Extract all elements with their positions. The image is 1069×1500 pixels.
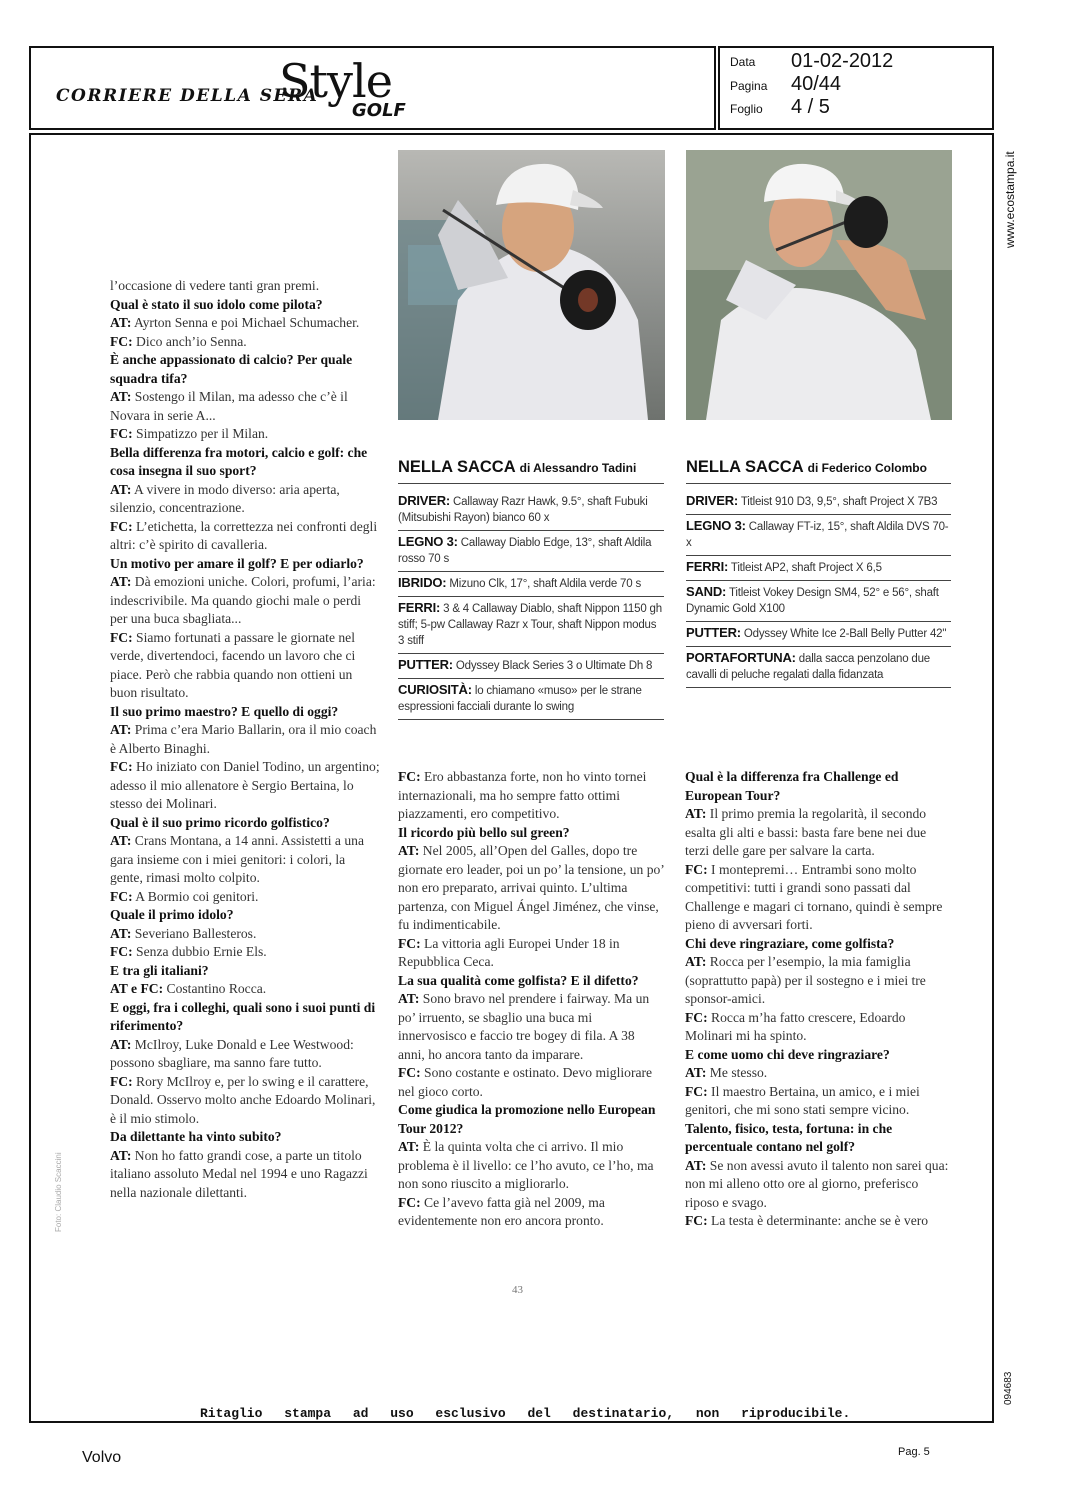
code-text: 094683 xyxy=(1003,1371,1014,1405)
question: Da dilettante ha vinto subito? xyxy=(110,1129,282,1144)
question: Chi deve ringraziare, come golfista? xyxy=(685,935,895,951)
bottom-left-label: Volvo xyxy=(82,1449,122,1466)
photo-credit: Foto: Claudio Scaccini xyxy=(54,1152,63,1232)
answer: FC: La testa è determinante: anche se è vero xyxy=(685,1213,929,1228)
answer: l’occasione di vedere tanti gran premi. xyxy=(110,278,320,293)
question: Il ricordo più bello sul green? xyxy=(398,824,570,840)
speaker: FC: xyxy=(110,426,133,441)
answer: AT: Ayrton Senna e poi Michael Schumacher. xyxy=(110,315,360,330)
question: Qual è il suo primo ricordo golfistico? xyxy=(110,814,330,830)
speaker: AT: xyxy=(110,481,132,497)
equipment-row: PORTAFORTUNA: dalla sacca penzolano due cavalli di peluche regalati dalla fidanzata xyxy=(686,647,951,688)
page-number: 43 xyxy=(512,1284,523,1296)
answer: FC: L’etichetta, la correttezza nei confronti degli altri: c’è spirito di cavalleria. xyxy=(110,518,378,552)
speaker: FC: xyxy=(110,333,133,349)
speaker: AT: xyxy=(685,806,707,821)
equipment-row: FERRI: 3 & 4 Callaway Diablo, shaft Nippon 1150 gh stiff; 5-pw Callaway Razr x Tour, shaft Nippon modus 3 stiff xyxy=(398,597,664,654)
question: Il suo primo maestro? E quello di oggi? xyxy=(110,703,339,719)
equipment-row: DRIVER: Callaway Razr Hawk, 9.5°, shaft Fubuki (Mitsubishi Rayon) bianco 60 x xyxy=(398,490,664,531)
bottom-page-label: Pag. 5 xyxy=(898,1446,930,1458)
sheet-label: Foglio xyxy=(730,102,763,116)
speaker: AT: xyxy=(110,315,132,330)
answer: FC: Rory McIlroy e, per lo swing e il carattere, Donald. Osservo molto anche Edoardo Molinari, è il mio stimolo. xyxy=(110,1073,376,1126)
equipment-row: PUTTER: Odyssey White Ice 2-Ball Belly Putter 42" xyxy=(686,622,951,647)
answer: FC: Ho iniziato con Daniel Todino, un argentino; adesso il mio allenatore è Sergio Bertaina, lo stesso dei Molinari. xyxy=(110,759,380,811)
answer: AT: Crans Montana, a 14 anni. Assistetti a una gara insieme con i miei genitori: i colori, la gente, rimasi molto colpito. xyxy=(110,833,364,885)
answer: FC: Il maestro Bertaina, un amico, e i miei genitori, che mi sono stati sempre vicino. xyxy=(685,1083,920,1117)
answer: AT: Dà emozioni uniche. Colori, profumi, l’aria: indescrivibile. Ma quando giochi male o perdi per una buca sbagliata... xyxy=(110,574,376,626)
answer: FC: Siamo fortunati a passare le giornate nel verde, divertendoci, facendo un lavoro che ci piace. Però che rabbia quando non ottieni un buon risultato. xyxy=(110,629,356,700)
website-text: www.ecostampa.it xyxy=(1003,151,1017,248)
question: Qual è stato il suo idolo come pilota? xyxy=(110,296,323,312)
speaker: FC: xyxy=(685,1083,708,1099)
speaker: AT: xyxy=(110,1147,132,1163)
speaker: FC: xyxy=(685,1213,708,1228)
answer: AT: Sostengo il Milan, ma adesso che c’è il Novara in serie A... xyxy=(110,389,348,423)
speaker: FC: xyxy=(110,518,133,534)
answer: FC: La vittoria agli Europei Under 18 in Repubblica Ceca. xyxy=(398,935,620,969)
sacca-tadini xyxy=(398,458,664,720)
equipment-row: LEGNO 3: Callaway FT-iz, 15°, shaft Aldila DVS 70-x xyxy=(686,515,951,556)
speaker: FC: xyxy=(110,1073,133,1089)
answer: AT: Non ho fatto grandi cose, a parte un titolo italiano assoluto Medal nel 1994 e uno Ragazzi nella nazionale dilettanti. xyxy=(110,1147,368,1200)
footer-note: Ritaglio stampa ad uso esclusivo del destinatario, non riproducibile. xyxy=(200,1406,851,1421)
speaker: FC: xyxy=(685,861,708,877)
answer: FC: A Bormio coi genitori. xyxy=(110,888,259,904)
speaker: AT: xyxy=(685,1065,707,1080)
answer: AT: Sono bravo nel prendere i fairway. Ma un po’ irruento, se sbaglio una buca mi innervosisco e faccio tre bogey di fila. A 38 anni, ho ancora tanto da imparare. xyxy=(398,991,650,1062)
question: E tra gli italiani? xyxy=(110,962,209,978)
question: Quale il primo idolo? xyxy=(110,907,234,922)
page-value: 40/44 xyxy=(791,73,842,95)
golfer-photo-tadini xyxy=(398,150,665,420)
photo-colombo xyxy=(686,150,952,420)
speaker: AT: xyxy=(398,991,420,1006)
speaker: FC: xyxy=(398,1194,421,1210)
equipment-row: SAND: Titleist Vokey Design SM4, 52° e 56°, shaft Dynamic Gold X100 xyxy=(686,581,951,622)
answer: FC: Rocca m’ha fatto crescere, Edoardo Molinari mi ha spinto. xyxy=(685,1009,906,1043)
answer: FC: I montepremi… Entrambi sono molto competitivi: tutti i grandi sono passati dal Challenge e magari ci tornano, quindi è sempre pieno di avversari forti. xyxy=(685,861,943,932)
speaker: FC: xyxy=(398,769,421,784)
answer: FC: Ce l’avevo fatta già nel 2009, ma evidentemente non ero ancora pronto. xyxy=(398,1194,605,1228)
sheet-value: 4 / 5 xyxy=(791,96,830,118)
speaker: AT: xyxy=(685,954,707,969)
answer: FC: Dico anch’io Senna. xyxy=(110,333,247,349)
question: Come giudica la promozione nello European Tour 2012? xyxy=(398,1102,656,1136)
speaker: AT: xyxy=(110,1036,132,1052)
question: E oggi, fra i colleghi, quali sono i suoi punti di riferimento? xyxy=(110,999,376,1033)
question: È anche appassionato di calcio? Per quale squadra tifa? xyxy=(110,352,353,386)
style-logo: Style xyxy=(279,54,392,108)
answer: AT: Se non avessi avuto il talento non sarei qua: non mi alleno otto ore al giorno, preferisco riposo e svago. xyxy=(685,1157,949,1210)
equipment-row: IBRIDO: Mizuno Clk, 17°, shaft Aldila verde 70 s xyxy=(398,572,664,597)
answer: AT: Il primo premia la regolarità, il secondo esalta gli alti e bassi: basta fare bene nei due terzi delle gare per salvare la carta. xyxy=(685,806,927,858)
speaker: FC: xyxy=(110,629,133,645)
page-label: Pagina xyxy=(730,79,768,93)
answer: AT e FC: Costantino Rocca. xyxy=(110,981,267,996)
speaker: AT: xyxy=(110,389,132,404)
equipment-row: CURIOSITÀ: lo chiamano «muso» per le strane espressioni facciali durante lo swing xyxy=(398,679,664,720)
speaker: AT: xyxy=(110,722,132,737)
speaker: FC: xyxy=(398,1065,421,1080)
speaker: FC: xyxy=(685,1009,708,1025)
answer: AT: Nel 2005, all’Open del Galles, dopo tre giornate ero leader, poi un po’ la tensione, un po’ non ero preparato, arrivai quinto. L’ultima partenza, con Miguel Ángel Jiménez, che vinse, fu indimenticabile. xyxy=(398,843,664,932)
speaker: AT: xyxy=(685,1157,707,1173)
question: La sua qualità come golfista? E il difetto? xyxy=(398,972,639,988)
equipment-row: LEGNO 3: Callaway Diablo Edge, 13°, shaft Aldila rosso 70 s xyxy=(398,531,664,572)
golfer-photo-colombo xyxy=(686,150,952,420)
photo-tadini xyxy=(398,150,665,420)
answer: FC: Sono costante e ostinato. Devo migliorare nel gioco corto. xyxy=(398,1065,653,1099)
sacca-colombo xyxy=(686,458,951,688)
question: E come uomo chi deve ringraziare? xyxy=(685,1046,890,1062)
date-value: 01-02-2012 xyxy=(791,50,894,72)
column-left xyxy=(110,277,380,1202)
speaker: AT: xyxy=(398,1139,420,1154)
question: Qual è la differenza fra Challenge ed European Tour? xyxy=(685,769,899,803)
speaker: FC: xyxy=(110,759,133,774)
equipment-row: FERRI: Titleist AP2, shaft Project X 6,5 xyxy=(686,556,951,581)
answer: FC: Ero abbastanza forte, non ho vinto tornei internazionali, ma ho sempre fatto ottimi piazzamenti, ero competitivo. xyxy=(398,769,647,821)
question: Bella differenza fra motori, calcio e golf: che cosa insegna il suo sport? xyxy=(110,444,368,478)
speaker: AT: xyxy=(110,925,132,941)
answer: AT: Rocca per l’esempio, la mia famiglia (soprattutto papà) per il sostegno e i miei tre sponsor-amici. xyxy=(685,954,926,1006)
golf-logo: GOLF xyxy=(352,100,406,121)
answer: FC: Simpatizzo per il Milan. xyxy=(110,426,269,441)
speaker: AT: xyxy=(110,574,132,589)
speaker: FC: xyxy=(110,888,133,904)
answer: AT: Prima c’era Mario Ballarin, ora il mio coach è Alberto Binaghi. xyxy=(110,722,377,756)
speaker: AT e FC: xyxy=(110,981,164,996)
sacca-tadini-title: NELLA SACCA di Alessandro Tadini xyxy=(398,458,664,484)
answer: FC: Senza dubbio Ernie Els. xyxy=(110,944,267,959)
equipment-row: DRIVER: Titleist 910 D3, 9,5°, shaft Project X 7B3 xyxy=(686,490,951,515)
speaker: FC: xyxy=(110,944,133,959)
column-right xyxy=(685,768,951,1231)
question: Talento, fisico, testa, fortuna: in che percentuale contano nel golf? xyxy=(685,1120,893,1154)
answer: AT: McIlroy, Luke Donald e Lee Westwood: possono sbagliare, ma sanno fare tutto. xyxy=(110,1036,354,1070)
answer: AT: A vivere in modo diverso: aria aperta, silenzio, concentrazione. xyxy=(110,481,340,515)
sacca-colombo-title: NELLA SACCA di Federico Colombo xyxy=(686,458,951,484)
speaker: AT: xyxy=(398,843,420,858)
answer: AT: È la quinta volta che ci arrivo. Il mio problema è il livello: ce l’ho avuto, ce l’ho, ma non sono riuscito a migliorarlo. xyxy=(398,1139,654,1191)
question: Un motivo per amare il golf? E per odiarlo? xyxy=(110,555,364,571)
date-label: Data xyxy=(730,55,756,69)
speaker: FC: xyxy=(398,935,421,951)
equipment-row: PUTTER: Odyssey Black Series 3 o Ultimate Dh 8 xyxy=(398,654,664,679)
column-middle xyxy=(398,768,664,1231)
masthead: CORRIERE DELLA SERA xyxy=(56,86,319,106)
answer: AT: Severiano Ballesteros. xyxy=(110,925,257,941)
answer: AT: Me stesso. xyxy=(685,1065,768,1080)
speaker: AT: xyxy=(110,833,132,848)
